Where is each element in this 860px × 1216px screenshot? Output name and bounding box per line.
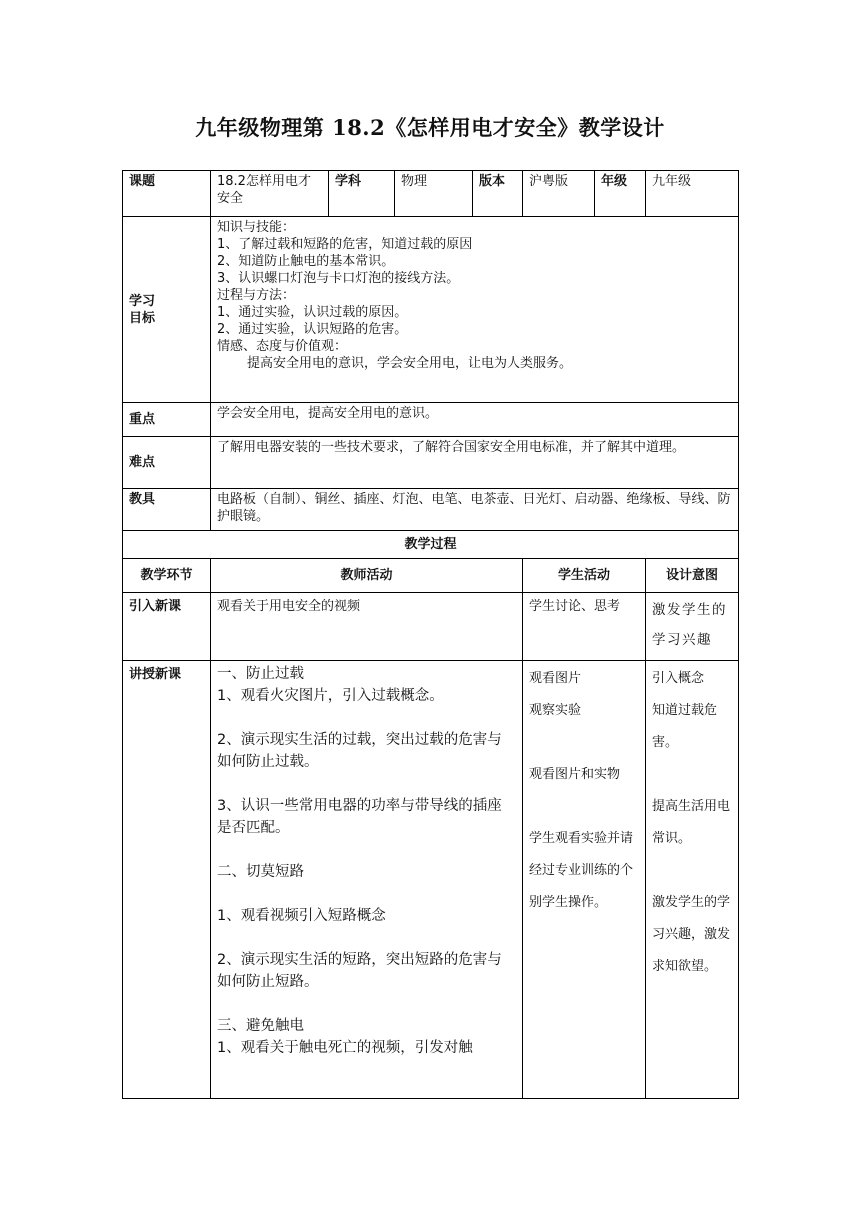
process-heading: 教学过程 [123, 531, 739, 559]
objectives-label-line2: 目标 [129, 310, 156, 326]
process-heading-row [123, 531, 739, 559]
objectives-content [211, 217, 739, 403]
design-intent: 引入概念 [652, 671, 705, 686]
objectives-label-line1: 学习 [129, 293, 156, 309]
column-header-intent: 设计意图 [646, 559, 739, 593]
intro-student: 学生讨论、思考 [523, 593, 646, 661]
lecture-stage: 讲授新课 [123, 661, 211, 1099]
teacher-step: 1、观看关于触电死亡的视频，引发对触 [217, 1040, 473, 1056]
intro-row [123, 593, 739, 661]
document-title: 九年级物理第 18.2《怎样用电才安全》教学设计 [195, 115, 665, 140]
section-title-overload: 一、防止过载 [217, 666, 304, 682]
objective-line: 情感、态度与价值观： [217, 339, 348, 354]
objective-line: 过程与方法： [217, 288, 296, 303]
teacher-step: 2、演示现实生活的短路，突出短路的危害与如何防止短路。 [217, 952, 502, 990]
subject-label: 学科 [329, 171, 395, 217]
tools-label: 教具 [123, 489, 211, 531]
objectives-row [123, 217, 739, 403]
subject-value: 物理 [395, 171, 473, 217]
objective-line: 1、了解过载和短路的危害，知道过载的原因 [217, 237, 473, 252]
grade-label: 年级 [595, 171, 646, 217]
tools-text: 电路板（自制）、铜丝、插座、灯泡、电笔、电茶壶、日光灯、启动器、绝缘板、导线、防护眼镜。 [211, 489, 739, 531]
difficulty-row [123, 437, 739, 489]
student-activity: 观察实验 [529, 703, 582, 718]
info-row [123, 171, 739, 217]
objective-line: 3、认识螺口灯泡与卡口灯泡的接线方法。 [217, 271, 460, 286]
objective-line: 知识与技能： [217, 220, 296, 235]
edition-label: 版本 [473, 171, 523, 217]
key-point-text: 学会安全用电，提高安全用电的意识。 [211, 403, 739, 437]
process-header-row [123, 559, 739, 593]
teacher-step: 1、观看视频引入短路概念 [217, 908, 386, 924]
key-point-label: 重点 [123, 403, 211, 437]
student-activity: 观看图片和实物 [529, 767, 621, 782]
lecture-student [523, 661, 646, 1099]
objective-line: 提高安全用电的意识，学会安全用电，让电为人类服务。 [247, 356, 573, 371]
student-activity: 学生观看实验并请经过专业训练的个别学生操作。 [529, 831, 634, 910]
objective-line: 2、知道防止触电的基本常识。 [217, 254, 395, 269]
topic-label: 课题 [123, 171, 211, 217]
lecture-teacher [211, 661, 523, 1099]
intro-teacher: 观看关于用电安全的视频 [211, 593, 523, 661]
objective-line: 1、通过实验，认识过载的原因。 [217, 305, 408, 320]
grade-value: 九年级 [646, 171, 739, 217]
student-activity: 观看图片 [529, 671, 582, 686]
column-header-teacher: 教师活动 [211, 559, 523, 593]
intro-intent: 激发学生的学习兴趣 [646, 593, 739, 661]
topic-value: 18.2怎样用电才安全 [211, 171, 329, 217]
objective-line: 2、通过实验，认识短路的危害。 [217, 322, 408, 337]
intro-stage: 引入新课 [123, 593, 211, 661]
objectives-label [123, 217, 211, 403]
lecture-row [123, 661, 739, 1099]
teacher-step: 3、认识一些常用电器的功率与带导线的插座是否匹配。 [217, 798, 502, 836]
section-title-short-circuit: 二、切莫短路 [217, 864, 304, 880]
tools-row [123, 489, 739, 531]
lecture-intent [646, 661, 739, 1099]
lesson-plan-table [122, 170, 739, 1099]
section-title-electric-shock: 三、避免触电 [217, 1018, 304, 1034]
edition-value: 沪粤版 [523, 171, 595, 217]
design-intent: 知道过载危害。 [652, 703, 718, 750]
teacher-step: 2、演示现实生活的过载，突出过载的危害与如何防止过载。 [217, 732, 502, 770]
difficulty-label: 难点 [123, 437, 211, 489]
difficulty-text: 了解用电器安装的一些技术要求，了解符合国家安全用电标准，并了解其中道理。 [211, 437, 739, 489]
column-header-student: 学生活动 [523, 559, 646, 593]
column-header-stage: 教学环节 [123, 559, 211, 593]
design-intent: 提高生活用电常识。 [652, 799, 731, 846]
design-intent: 激发学生的学习兴趣，激发求知欲望。 [652, 895, 731, 974]
key-point-row [123, 403, 739, 437]
teacher-step: 1、观看火灾图片，引入过载概念。 [217, 688, 444, 704]
